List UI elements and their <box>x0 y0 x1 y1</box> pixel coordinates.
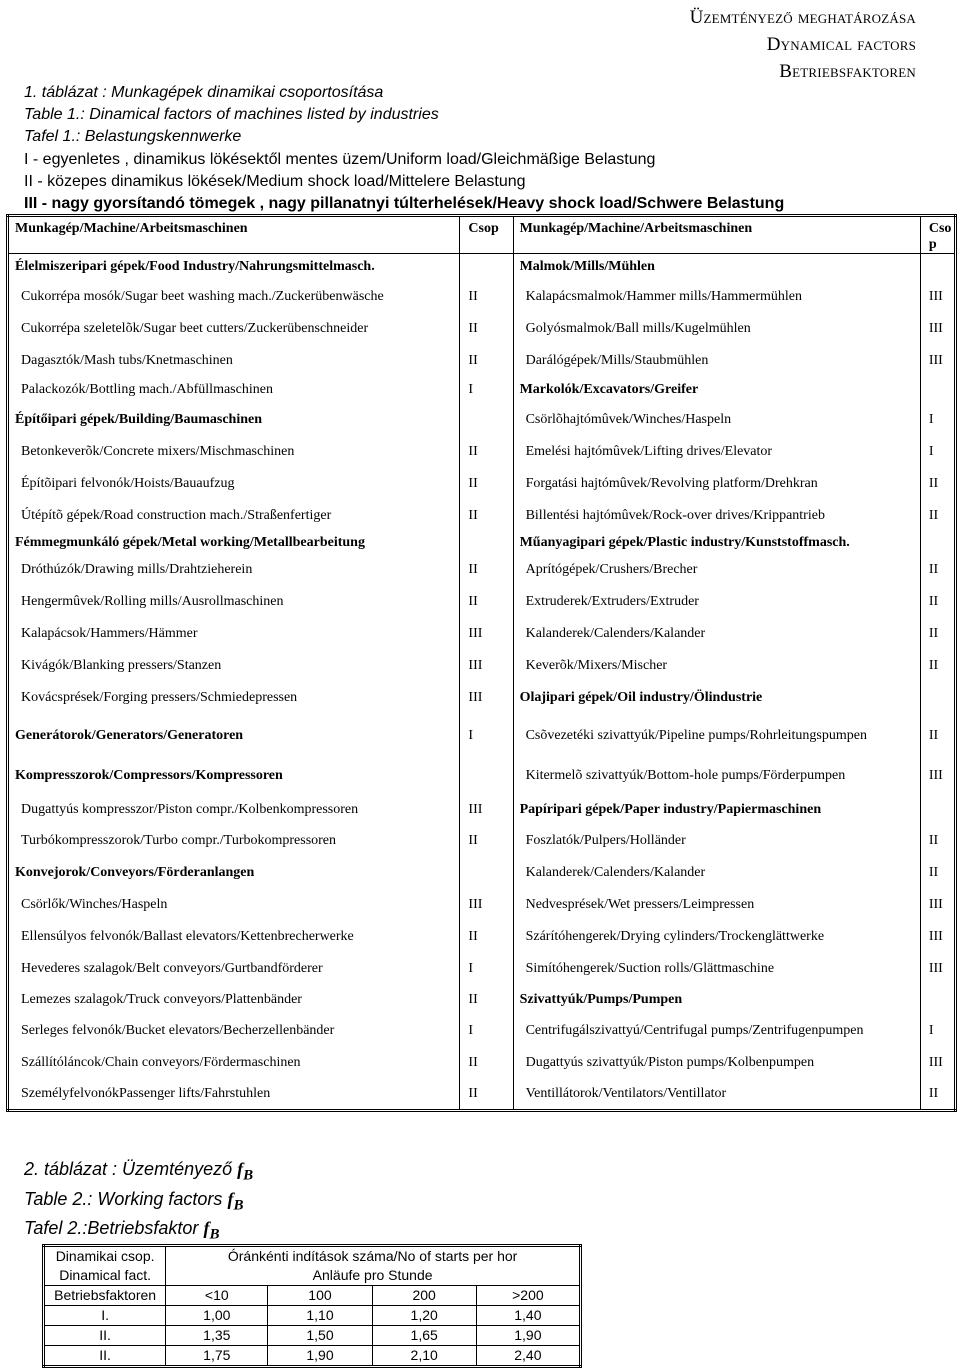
machine-cell: Fémmegmunkáló gépek/Metal working/Metallbearbeitung <box>8 532 460 554</box>
group-cell: II <box>460 921 513 953</box>
t2-data-row <box>44 1346 581 1367</box>
group-cell <box>920 377 955 404</box>
machine-cell: Kalapácsmalmok/Hammer mills/Hammermühlen <box>513 281 920 313</box>
table-row <box>8 682 956 714</box>
group-cell: II <box>460 1079 513 1111</box>
machine-cell: Betonkeverõk/Concrete mixers/Mischmaschinen <box>8 436 460 468</box>
t2-factor-cell: 1,20 <box>372 1306 476 1326</box>
table-row <box>8 404 956 436</box>
machine-cell: Dugattyús szivattyúk/Piston pumps/Kolbenpumpen <box>513 1047 920 1079</box>
col-header-machine-right: Munkagép/Machine/Arbeitsmaschinen <box>513 216 920 254</box>
group-cell: III <box>928 320 943 336</box>
table-row <box>8 1015 956 1047</box>
table1-title-hu: 1. táblázat : Munkagépek dinamikai csoportosítása <box>24 84 384 101</box>
group-cell: III <box>928 928 943 944</box>
group-cell: II <box>928 727 939 743</box>
group-cell: II <box>460 586 513 618</box>
machine-cell: Építõipari felvonók/Hoists/Bauaufzug <box>8 468 460 500</box>
t2-header-cell: Dinamikai csop. <box>44 1246 166 1267</box>
machine-cell: Csörlõhajtómûvek/Winches/Haspeln <box>513 404 920 436</box>
table2-title-de: Tafel 2.:Betriebsfaktor $f_B$ <box>24 1218 220 1243</box>
machine-cell: Dróthúzók/Drawing mills/Drahtzieherein <box>8 554 460 586</box>
machine-cell: Palackozók/Bottling mach./Abfüllmaschinen <box>8 377 460 404</box>
group-cell: I <box>928 1022 934 1038</box>
legend-group-2: II - közepes dinamikus lökések/Medium shock load/Mittelere Belastung <box>24 172 526 190</box>
group-cell: II <box>460 554 513 586</box>
group-cell: I <box>928 411 934 427</box>
t2-factor-cell: 1,10 <box>268 1306 372 1326</box>
t2-factor-cell: 1,00 <box>166 1306 268 1326</box>
machine-cell: Dugattyús kompresszor/Piston compr./Kolbenkompressoren <box>8 795 460 825</box>
machine-cell: Kalanderek/Calenders/Kalander <box>513 857 920 889</box>
table1-title-de: Tafel 1.: Belastungskennwerke <box>24 128 242 146</box>
machine-cell: Billentési hajtómûvek/Rock-over drives/Krippantrieb <box>513 500 920 532</box>
machine-cell: Dagasztók/Mash tubs/Knetmaschinen <box>8 345 460 377</box>
t2-header-cell: 200 <box>372 1286 476 1306</box>
table-row <box>8 1079 956 1111</box>
machine-cell: Olajipari gépek/Oil industry/Ölindustrie <box>513 682 920 714</box>
group-cell <box>460 857 513 889</box>
table-row <box>8 953 956 985</box>
machine-cell: Ventillátorok/Ventilators/Ventillator <box>513 1079 920 1111</box>
legend-group-1: I - egyenletes , dinamikus lökésektől mentes üzem/Uniform load/Gleichmäßige Belastung <box>24 150 656 168</box>
group-cell: III <box>928 960 943 976</box>
group-cell: III <box>928 352 943 368</box>
col-header-group-right: Cso p <box>920 216 955 254</box>
group-cell: III <box>928 768 943 783</box>
t2-header-cell: Anläufe pro Stunde <box>166 1266 581 1286</box>
group-cell: II <box>928 864 939 880</box>
machine-cell: Hengermûvek/Rolling mills/Ausrollmaschinen <box>8 586 460 618</box>
table-row <box>8 281 956 313</box>
table1-intro <box>24 82 784 215</box>
group-cell: II <box>928 1085 939 1101</box>
table-row <box>8 1047 956 1079</box>
machine-cell: Kalapácsok/Hammers/Hämmer <box>8 618 460 650</box>
machine-cell: Ellensúlyos felvonók/Ballast elevators/Kettenbrecherwerke <box>8 921 460 953</box>
group-cell: III <box>460 795 513 825</box>
t2-factor-cell: 1,40 <box>476 1306 580 1326</box>
header-de: Betriebsfaktoren <box>779 61 916 82</box>
machine-cell: Hevederes szalagok/Belt conveyors/Gurtbandförderer <box>8 953 460 985</box>
machine-cell: Szivattyúk/Pumps/Pumpen <box>513 985 920 1015</box>
group-cell: II <box>460 1047 513 1079</box>
group-cell <box>460 758 513 795</box>
table-row <box>8 758 956 795</box>
table-row <box>8 254 956 281</box>
t2-factor-cell: 1,65 <box>372 1326 476 1346</box>
machine-cell: Golyósmalmok/Ball mills/Kugelmühlen <box>513 313 920 345</box>
table-row <box>8 650 956 682</box>
machine-cell: Útépítõ gépek/Road construction mach./Straßenfertiger <box>8 500 460 532</box>
machine-cell: Kalanderek/Calenders/Kalander <box>513 618 920 650</box>
table-row <box>8 889 956 921</box>
group-cell: II <box>928 507 939 523</box>
machine-cell: Kovácsprések/Forging pressers/Schmiedepressen <box>8 682 460 714</box>
t2-header-row-1 <box>44 1246 581 1267</box>
group-cell: II <box>928 593 939 609</box>
t2-data-row <box>44 1306 581 1326</box>
machine-cell: Nedvesprések/Wet pressers/Leimpressen <box>513 889 920 921</box>
machine-cell: Aprítógépek/Crushers/Brecher <box>513 554 920 586</box>
t2-factor-cell: 1,90 <box>476 1326 580 1346</box>
group-cell: III <box>460 650 513 682</box>
machine-cell: Darálógépek/Mills/Staubmühlen <box>513 345 920 377</box>
machine-cell: Simítóhengerek/Suction rolls/Glättmaschine <box>513 953 920 985</box>
machine-cell: Cukorrépa szeletelõk/Sugar beet cutters/Zuckerübenschneider <box>8 313 460 345</box>
t2-header-cell: Betriebsfaktoren <box>44 1286 166 1306</box>
machine-cell: Szállítóláncok/Chain conveyors/Fördermaschinen <box>8 1047 460 1079</box>
group-cell: I <box>460 714 513 758</box>
machine-cell: Csörlők/Winches/Haspeln <box>8 889 460 921</box>
table-row <box>8 377 956 404</box>
machine-cell: Generátorok/Generators/Generatoren <box>8 714 460 758</box>
machine-cell: Szárítóhengerek/Drying cylinders/Trockenglättwerke <box>513 921 920 953</box>
table-row <box>8 313 956 345</box>
group-cell: I <box>460 953 513 985</box>
group-cell <box>920 795 955 825</box>
group-cell <box>460 532 513 554</box>
col-header-group: Csop <box>460 216 513 254</box>
t2-factor-cell: 2,10 <box>372 1346 476 1367</box>
group-cell <box>920 985 955 1015</box>
group-cell: II <box>460 345 513 377</box>
t2-group-cell: II. <box>44 1326 166 1346</box>
table-row <box>8 586 956 618</box>
group-cell: II <box>460 985 513 1015</box>
group-cell: II <box>928 475 939 491</box>
t2-factor-cell: 1,75 <box>166 1346 268 1367</box>
machine-cell: Lemezes szalagok/Truck conveyors/Plattenbänder <box>8 985 460 1015</box>
table2-caption <box>24 1158 253 1247</box>
machine-cell: Extruderek/Extruders/Extruder <box>513 586 920 618</box>
machine-cell: Csõvezetéki szivattyúk/Pipeline pumps/Rohrleitungspumpen <box>513 714 920 758</box>
table-row <box>8 500 956 532</box>
group-cell: II <box>460 313 513 345</box>
machine-cell: Konvejorok/Conveyors/Förderanlangen <box>8 857 460 889</box>
t2-header-cell: Dinamical fact. <box>44 1266 166 1286</box>
table-row <box>8 921 956 953</box>
t2-group-cell: I. <box>44 1306 166 1326</box>
table-row <box>8 825 956 857</box>
machine-cell: Kompresszorok/Compressors/Kompressoren <box>8 758 460 795</box>
group-cell: I <box>460 377 513 404</box>
table2-title-en: Table 2.: Working factors $f_B$ <box>24 1188 244 1214</box>
legend-group-3: III - nagy gyorsítandó tömegek , nagy pillanatnyi túlterhelések/Heavy shock load/Schwere Belastung <box>24 195 785 213</box>
machine-cell: Serleges felvonók/Bucket elevators/Becherzellenbänder <box>8 1015 460 1047</box>
t2-factor-cell: 1,35 <box>166 1326 268 1346</box>
machine-cell: Malmok/Mills/Mühlen <box>513 254 920 281</box>
machine-cell: Műanyagipari gépek/Plastic industry/Kunststoffmasch. <box>513 532 920 554</box>
group-cell: II <box>460 500 513 532</box>
group-cell <box>920 532 955 554</box>
t2-data-row <box>44 1326 581 1346</box>
group-cell: III <box>460 889 513 921</box>
machine-cell: SzemélyfelvonókPassenger lifts/Fahrstuhlen <box>8 1079 460 1111</box>
group-cell: I <box>460 1015 513 1047</box>
machine-cell: Emelési hajtómûvek/Lifting drives/Elevator <box>513 436 920 468</box>
table-row <box>8 618 956 650</box>
table-row <box>8 714 956 758</box>
group-cell <box>920 254 955 281</box>
machine-cell: Keverõk/Mixers/Mischer <box>513 650 920 682</box>
working-factors-table <box>42 1244 582 1368</box>
group-cell: I <box>928 443 934 459</box>
group-cell: II <box>460 468 513 500</box>
machine-cell: Forgatási hajtómûvek/Revolving platform/Drehkran <box>513 468 920 500</box>
machine-cell: Turbókompresszorok/Turbo compr./Turbokompressoren <box>8 825 460 857</box>
machine-cell: Építőipari gépek/Building/Baumaschinen <box>8 404 460 436</box>
machine-cell: Kivágók/Blanking pressers/Stanzen <box>8 650 460 682</box>
table-row <box>8 468 956 500</box>
group-cell: II <box>460 281 513 313</box>
group-cell: II <box>928 832 939 848</box>
header-hu: Üzemtényező meghatározása <box>689 7 916 28</box>
machine-cell: Papíripari gépek/Paper industry/Papiermaschinen <box>513 795 920 825</box>
table1-title-en: Table 1.: Dinamical factors of machines listed by industries <box>24 106 439 124</box>
group-cell: II <box>460 825 513 857</box>
machine-cell: Cukorrépa mosók/Sugar beet washing mach./Zuckerübenwäsche <box>8 281 460 313</box>
table-header-row <box>8 216 956 254</box>
group-cell <box>460 404 513 436</box>
t2-header-cell: Óránkénti indítások száma/No of starts per hor <box>166 1246 581 1267</box>
t2-header-cell: >200 <box>476 1286 580 1306</box>
group-cell: III <box>460 682 513 714</box>
group-cell: III <box>460 618 513 650</box>
header-en: Dynamical factors <box>766 34 916 55</box>
table-row <box>8 985 956 1015</box>
group-cell: II <box>928 657 939 673</box>
t2-factor-cell: 1,50 <box>268 1326 372 1346</box>
machine-cell: Foszlatók/Pulpers/Holländer <box>513 825 920 857</box>
group-cell: III <box>928 288 943 304</box>
machine-cell: Kitermelõ szivattyúk/Bottom-hole pumps/Förderpumpen <box>513 758 920 795</box>
table-row <box>8 436 956 468</box>
group-cell: II <box>928 625 939 641</box>
table-row <box>8 795 956 825</box>
group-cell: II <box>460 436 513 468</box>
group-cell: II <box>928 561 939 577</box>
table-row <box>8 857 956 889</box>
t2-header-row-2 <box>44 1266 581 1286</box>
machine-groups-table <box>6 214 957 1112</box>
t2-factor-cell: 2,40 <box>476 1346 580 1367</box>
page-header <box>690 4 916 85</box>
table-row <box>8 532 956 554</box>
t2-header-cell: <10 <box>166 1286 268 1306</box>
table-row <box>8 554 956 586</box>
col-header-machine: Munkagép/Machine/Arbeitsmaschinen <box>8 216 460 254</box>
group-cell: III <box>928 1054 943 1070</box>
machine-cell: Élelmiszeripari gépek/Food Industry/Nahrungsmittelmasch. <box>8 254 460 281</box>
t2-factor-cell: 1,90 <box>268 1346 372 1367</box>
t2-header-row-3 <box>44 1286 581 1306</box>
machine-cell: Markolók/Excavators/Greifer <box>513 377 920 404</box>
t2-group-cell: II. <box>44 1346 166 1367</box>
group-cell: III <box>928 896 943 912</box>
group-cell <box>920 682 955 714</box>
table2-title-hu: 2. táblázat : Üzemtényező $f_B$ <box>24 1159 254 1184</box>
table-row <box>8 345 956 377</box>
machine-cell: Centrifugálszivattyú/Centrifugal pumps/Zentrifugenpumpen <box>513 1015 920 1047</box>
group-cell <box>460 254 513 281</box>
t2-header-cell: 100 <box>268 1286 372 1306</box>
